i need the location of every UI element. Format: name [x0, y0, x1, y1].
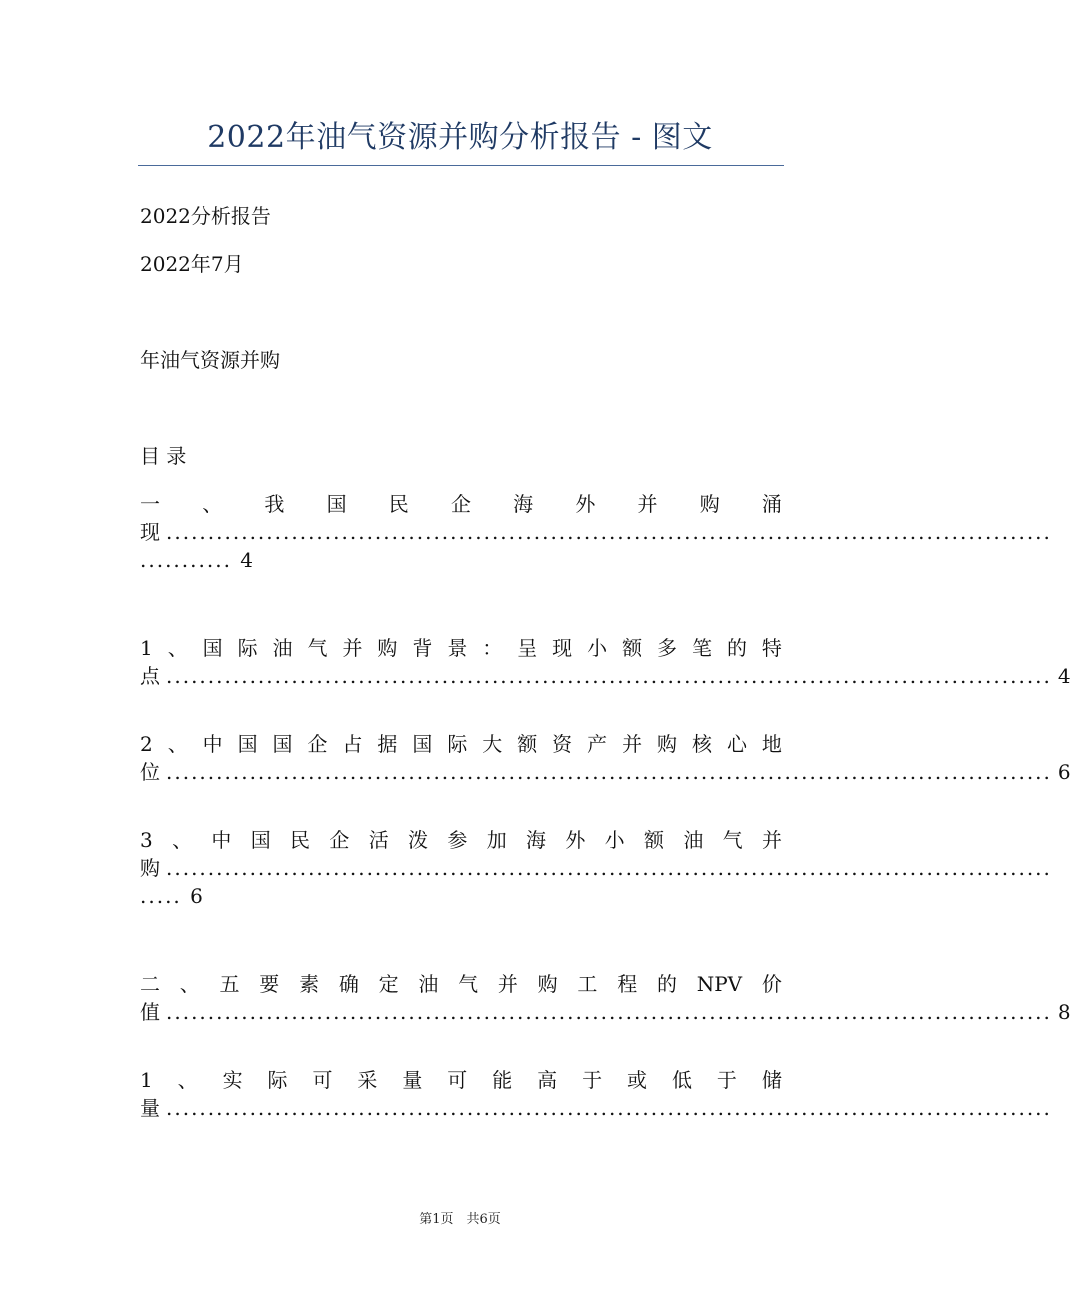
toc-entry[interactable]: [140, 634, 1071, 690]
toc-entry[interactable]: [140, 970, 1071, 1026]
toc-entry-leader: 点 .......................................................................................................... 4: [140, 664, 1071, 688]
toc-entry-page: 8: [1057, 1000, 1071, 1024]
toc-entry-leader: 购 ..........................................................................................................: [140, 856, 1052, 880]
toc-entry-page: ..... 6: [140, 884, 205, 908]
toc-entry[interactable]: [140, 1066, 1052, 1122]
toc-entry[interactable]: [140, 490, 1052, 574]
toc-entry-page: 4: [1057, 664, 1071, 688]
toc-entry-leader: 位 .......................................................................................................... 6: [140, 760, 1071, 784]
toc-entry-page: 6: [1057, 760, 1071, 784]
report-subject: 年油气资源并购: [140, 348, 280, 372]
toc-entry-page: ........... 4: [140, 548, 256, 572]
toc-entry-title: 3 、 中 国 民 企 活 泼 参 加 海 外 小 额 油 气 并: [140, 828, 782, 852]
toc-entry-leader: 量 ..........................................................................................................: [140, 1096, 1052, 1120]
toc-entry-leader: 值 .......................................................................................................... 8: [140, 1000, 1071, 1024]
page-footer: 第1页 共6页: [419, 1212, 501, 1227]
toc-entry-title: 二 、 五 要 素 确 定 油 气 并 购 工 程 的 NPV 价: [140, 972, 782, 996]
report-date: 2022年7月: [140, 252, 244, 276]
toc-entry-title: 1 、 实 际 可 采 量 可 能 高 于 或 低 于 储: [140, 1068, 782, 1092]
toc-heading: 目 录: [140, 444, 187, 468]
title-rule: [138, 165, 784, 166]
toc-entry-title: 2 、 中 国 国 企 占 据 国 际 大 额 资 产 并 购 核 心 地: [140, 732, 782, 756]
toc-entry[interactable]: [140, 826, 1052, 910]
toc-entry-leader: 现 ..........................................................................................................: [140, 520, 1052, 544]
toc-entry[interactable]: [140, 730, 1071, 786]
toc-entry-title: 一 、 我 国 民 企 海 外 并 购 涌: [140, 492, 782, 516]
report-type: 2022分析报告: [140, 204, 271, 228]
toc-entry-title: 1 、 国 际 油 气 并 购 背 景 ： 呈 现 小 额 多 笔 的 特: [140, 636, 782, 660]
document-title: 2022年油气资源并购分析报告 - 图文: [207, 120, 713, 155]
